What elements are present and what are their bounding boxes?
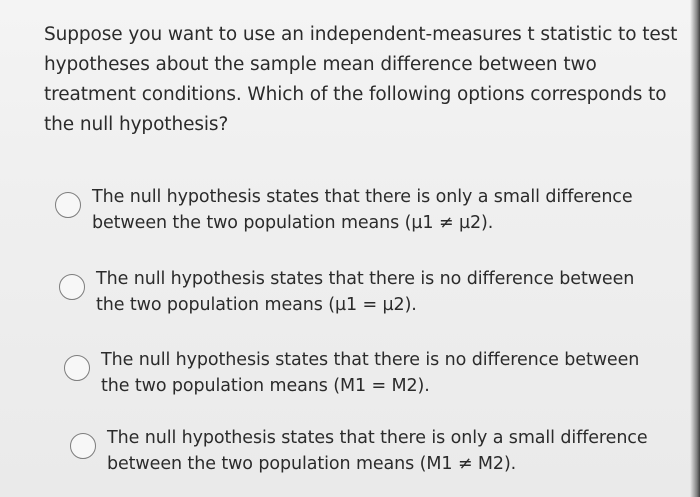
radio-button-option-4[interactable] (70, 433, 96, 459)
radio-button-option-2[interactable] (59, 274, 85, 300)
option-4-label: The null hypothesis states that there is only a small difference between the two population means (M1 ≠ M2). (107, 428, 648, 474)
radio-button-option-3[interactable] (64, 355, 90, 381)
question-text: Suppose you want to use an independent-measures t statistic to test hypotheses about the sample mean difference between two treatment conditions. Which of the following options corresponds to the null hypothesis? (44, 24, 678, 135)
option-3-label: The null hypothesis states that there is no difference between the two population means (M1 = M2). (101, 350, 640, 396)
radio-button-option-1[interactable] (55, 192, 81, 218)
option-2-label: The null hypothesis states that there is no difference between the two population means (µ1 = µ2). (96, 269, 635, 315)
screen-edge-shadow (690, 0, 700, 497)
option-1-label: The null hypothesis states that there is only a small difference between the two population means (µ1 ≠ µ2). (92, 187, 633, 233)
